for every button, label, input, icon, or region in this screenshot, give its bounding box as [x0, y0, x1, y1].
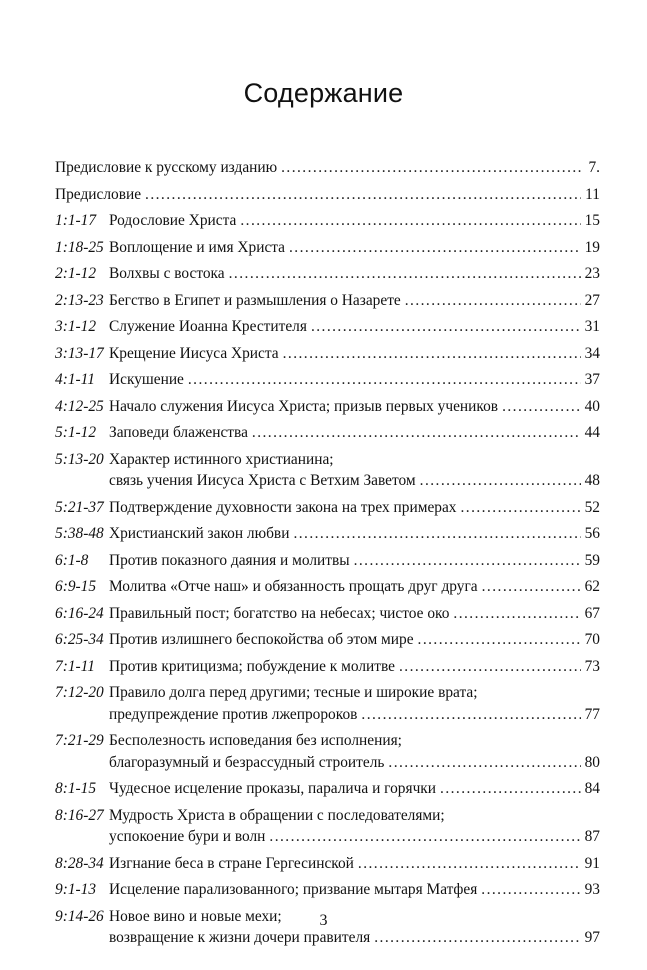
dot-leader [388, 752, 580, 774]
toc-line [55, 603, 600, 625]
toc-entry-title: благоразумный и безрассудный строитель [109, 753, 385, 771]
toc-verse-reference: 8:1-15 [55, 780, 97, 797]
toc-entry [55, 879, 600, 901]
toc-line [55, 879, 600, 901]
toc-line [55, 470, 600, 492]
toc-page-number: 80 [584, 753, 600, 771]
toc-entry [55, 184, 600, 206]
toc-verse-reference: 3:13-17 [55, 344, 104, 362]
dot-leader [281, 157, 584, 179]
toc-entry [55, 576, 600, 598]
toc-line [55, 237, 600, 259]
toc-entry-title: успокоение бури и волн [109, 828, 266, 845]
toc-verse-reference: 6:16-24 [55, 604, 104, 622]
toc-line [55, 682, 600, 704]
toc-page-number: 34 [584, 344, 600, 362]
toc-entry [55, 550, 600, 572]
toc-entry-title: Чудесное исцеление проказы, паралича и горячки [109, 780, 437, 797]
toc-line [55, 704, 600, 726]
dot-leader [354, 550, 581, 572]
toc-entry-title: Заповеди блаженства [109, 424, 248, 441]
toc-page-number: 87 [584, 828, 600, 845]
dot-leader [361, 704, 580, 726]
toc-entry-title: Правильный пост; богатство на небесах; чистое око [109, 604, 450, 622]
toc-page-number: 52 [584, 498, 600, 516]
toc-entry-title: Предисловие [55, 185, 142, 203]
toc-line [55, 805, 600, 827]
toc-entry-title: связь учения Иисуса Христа с Ветхим Заветом [109, 472, 416, 489]
dot-leader [240, 210, 580, 232]
dot-leader [440, 778, 581, 800]
toc-line [55, 263, 600, 285]
toc-entry-title: Искушение [109, 371, 184, 388]
toc-page-number: 59 [584, 551, 600, 569]
dot-leader [461, 497, 581, 519]
toc-entry [55, 449, 600, 492]
dot-leader [283, 343, 581, 365]
toc-page-number: 44 [584, 424, 600, 441]
toc-entry-title: Предисловие к русскому изданию [55, 159, 278, 176]
toc-page-number: 48 [584, 472, 600, 489]
toc-line [55, 157, 600, 179]
dot-leader [502, 396, 581, 418]
toc-line [55, 629, 600, 651]
dot-leader [188, 369, 581, 391]
toc-verse-reference: 9:1-13 [55, 881, 97, 898]
toc-line [55, 550, 600, 572]
toc-line [55, 730, 600, 752]
toc-verse-reference: 1:1-17 [55, 212, 97, 229]
toc-page-number: 62 [584, 578, 600, 595]
toc-entry [55, 629, 600, 651]
toc-entry [55, 343, 600, 365]
dot-leader [311, 316, 581, 338]
toc-page-number: 11 [585, 185, 600, 203]
toc-entry-title: Подтверждение духовности закона на трех примерах [109, 498, 457, 516]
dot-leader [289, 237, 581, 259]
toc-page-number: 31 [584, 318, 600, 335]
toc-verse-reference: 1:18-25 [55, 238, 104, 256]
toc-entry [55, 656, 600, 678]
toc-entry-title: Изгнание беса в стране Гергесинской [109, 854, 354, 872]
toc-entry-title: Крещение Иисуса Христа [109, 344, 279, 362]
toc-line [55, 210, 600, 232]
toc-page-number: 91 [584, 854, 600, 872]
toc-verse-reference: 5:1-12 [55, 424, 97, 441]
toc-page-number: 67 [584, 604, 600, 622]
dot-leader [145, 184, 581, 206]
toc-page-number: 27 [584, 291, 600, 309]
toc-entry-title: Характер истинного христианина; [109, 450, 334, 468]
toc-entry [55, 523, 600, 545]
toc-entry-title: Христианский закон любви [109, 525, 290, 542]
toc-entry-title: Бегство в Египет и размышления о Назарете [109, 291, 401, 309]
toc-entry [55, 263, 600, 285]
toc-entry [55, 316, 600, 338]
toc-entry [55, 157, 600, 179]
toc-entry [55, 778, 600, 800]
dot-leader [358, 853, 581, 875]
dot-leader [418, 629, 581, 651]
toc-verse-reference: 6:1-8 [55, 551, 89, 569]
toc-verse-reference: 4:1-11 [55, 371, 95, 388]
toc-verse-reference: 2:1-12 [55, 265, 97, 282]
toc-page-number: 77 [584, 705, 600, 723]
toc-page-number: 19 [584, 238, 600, 256]
toc-entry-title: Начало служения Иисуса Христа; призыв первых учеников [109, 397, 499, 415]
toc-entry [55, 805, 600, 848]
dot-leader [229, 263, 581, 285]
toc-page-number: 97 [584, 929, 600, 946]
toc-line [55, 927, 600, 949]
dot-leader [293, 523, 580, 545]
toc-verse-reference: 5:21-37 [55, 498, 104, 516]
toc-line [55, 576, 600, 598]
dot-leader [405, 290, 581, 312]
toc-line [55, 316, 600, 338]
toc-page-number: 7. [588, 159, 600, 176]
toc-page-number: 23 [584, 265, 600, 282]
dot-leader [482, 576, 581, 598]
toc-page-number: 37 [584, 371, 600, 388]
toc-line [55, 752, 600, 774]
toc-entry [55, 396, 600, 418]
toc-line [55, 826, 600, 848]
toc-entry-title: Воплощение и имя Христа [109, 238, 286, 256]
toc-verse-reference: 8:28-34 [55, 854, 104, 872]
toc-line [55, 853, 600, 875]
toc-line [55, 497, 600, 519]
dot-leader [399, 656, 581, 678]
toc-line [55, 449, 600, 471]
toc-verse-reference: 6:9-15 [55, 578, 97, 595]
toc-entry [55, 730, 600, 773]
toc-entry-title: Правило долга перед другими; тесные и широкие врата; [109, 684, 478, 701]
toc-entry [55, 369, 600, 391]
toc-entry-title: Исцеление парализованного; призвание мытаря Матфея [109, 881, 478, 898]
toc-page-number: 15 [584, 212, 600, 229]
toc-entry [55, 210, 600, 232]
toc-entry-title: Родословие Христа [109, 212, 237, 229]
toc-line [55, 778, 600, 800]
toc-line [55, 523, 600, 545]
toc-entry [55, 603, 600, 625]
toc-page-number: 70 [584, 631, 600, 648]
table-of-contents [55, 157, 600, 954]
toc-entry [55, 290, 600, 312]
toc-verse-reference: 8:16-27 [55, 806, 104, 824]
toc-entry-title: Против критицизма; побуждение к молитве [109, 657, 395, 675]
toc-entry [55, 853, 600, 875]
dot-leader [252, 422, 581, 444]
toc-verse-reference: 5:38-48 [55, 525, 104, 542]
toc-entry [55, 422, 600, 444]
toc-entry [55, 682, 600, 725]
toc-page-number: 56 [584, 525, 600, 542]
dot-leader [374, 927, 580, 949]
toc-verse-reference: 7:12-20 [55, 684, 104, 701]
dot-leader [481, 879, 580, 901]
toc-verse-reference: 4:12-25 [55, 397, 104, 415]
toc-entry-title: возвращение к жизни дочери правителя [109, 929, 371, 946]
toc-verse-reference: 5:13-20 [55, 450, 104, 468]
toc-entry-title: Волхвы с востока [109, 265, 225, 282]
toc-verse-reference: 9:14-26 [55, 907, 104, 925]
toc-line [55, 422, 600, 444]
toc-verse-reference: 7:21-29 [55, 732, 104, 749]
dot-leader [420, 470, 581, 492]
toc-line [55, 656, 600, 678]
toc-line [55, 396, 600, 418]
page-number: 3 [319, 912, 328, 929]
toc-entry-title: Новое вино и новые мехи; [109, 907, 282, 925]
toc-entry-title: Бесполезность исповедания без исполнения; [109, 732, 402, 749]
toc-entry-title: Служение Иоанна Крестителя [109, 318, 307, 335]
toc-page-number: 84 [584, 780, 600, 797]
toc-entry-title: Против излишнего беспокойства об этом мире [109, 631, 414, 648]
toc-verse-reference: 2:13-23 [55, 291, 104, 309]
toc-entry-title: предупреждение против лжепророков [109, 705, 358, 723]
dot-leader [453, 603, 580, 625]
toc-entry-title: Против показного даяния и молитвы [109, 551, 350, 569]
toc-entry [55, 497, 600, 519]
toc-line [55, 290, 600, 312]
toc-line [55, 184, 600, 206]
toc-verse-reference: 6:25-34 [55, 631, 104, 648]
toc-page-number: 73 [584, 657, 600, 675]
toc-verse-reference: 3:1-12 [55, 318, 97, 335]
toc-entry [55, 237, 600, 259]
toc-line [55, 369, 600, 391]
toc-page-number: 93 [584, 881, 600, 898]
page-title: Содержание [243, 78, 404, 108]
toc-line [55, 343, 600, 365]
toc-verse-reference: 7:1-11 [55, 657, 95, 675]
toc-page-number: 40 [584, 397, 600, 415]
toc-entry-title: Молитва «Отче наш» и обязанность прощать друг друга [109, 578, 478, 595]
toc-entry-title: Мудрость Христа в обращении с последователями; [109, 806, 445, 824]
dot-leader [269, 826, 580, 848]
